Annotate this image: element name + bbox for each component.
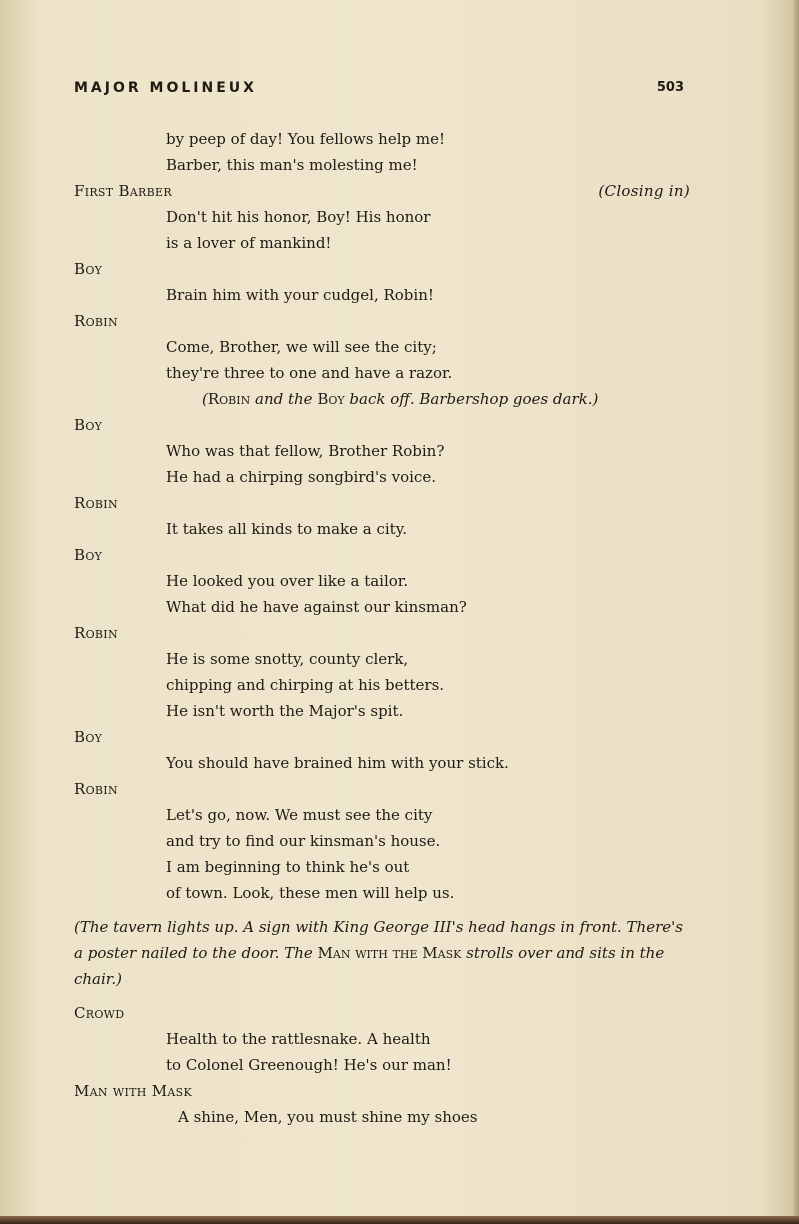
speaker-boy: Boy (74, 546, 103, 564)
page-header (74, 80, 684, 102)
speaker-crowd: Crowd (74, 1004, 125, 1022)
speaker-robin: Robin (74, 624, 118, 642)
page-number: 503 (656, 80, 684, 95)
speaker-robin: Robin (74, 494, 118, 512)
speaker-boy: Boy (74, 416, 103, 434)
play-text (74, 126, 690, 1130)
verse-line: by peep of day! You fellows help me! (166, 130, 445, 148)
verse-line: He is some snotty, county clerk, (166, 650, 409, 668)
verse-line: Health to the rattlesnake. A health (166, 1030, 431, 1048)
verse-line: to Colonel Greenough! He's our man! (166, 1056, 452, 1074)
page-edge (793, 0, 799, 1224)
verse-line: chipping and chirping at his betters. (166, 676, 445, 694)
book-bottom-edge (0, 1216, 799, 1224)
verse-line: Barber, this man's molesting me! (166, 156, 418, 174)
verse-line: He isn't worth the Major's spit. (166, 702, 404, 720)
stage-character: Robin (207, 390, 251, 408)
stage-character: Boy (317, 390, 345, 408)
stage-text: ( (202, 390, 208, 408)
stage-text: (The tavern lights up. A sign with King George III's head hangs in front. There's a poster nailed to the door. The (74, 918, 683, 962)
stage-character: Man with the Mask (317, 944, 462, 962)
verse-line: is a lover of mankind! (166, 234, 332, 252)
verse-line: Come, Brother, we will see the city; (166, 338, 437, 356)
verse-line: and try to find our kinsman's house. (166, 832, 441, 850)
verse-line: A shine, Men, you must shine my shoes (178, 1108, 478, 1126)
speaker-boy: Boy (74, 260, 103, 278)
speaker-first-barber (74, 178, 690, 204)
verse-line: Who was that fellow, Brother Robin? (166, 442, 445, 460)
speaker-robin: Robin (74, 780, 118, 798)
speaker-man-with-mask: Man with Mask (74, 1082, 193, 1100)
stage-text: back off. Barbershop goes dark.) (344, 390, 599, 408)
verse-line: of town. Look, these men will help us. (166, 884, 455, 902)
verse-line: I am beginning to think he's out (166, 858, 410, 876)
verse-line: He looked you over like a tailor. (166, 572, 409, 590)
stage-direction (74, 386, 690, 412)
running-head: MAJOR MOLINEUX (74, 80, 257, 96)
speaker-robin: Robin (74, 312, 118, 330)
verse-line: they're three to one and have a razor. (166, 364, 453, 382)
verse-line: Let's go, now. We must see the city (166, 806, 433, 824)
stage-text: strolls over and sits in the chair.) (74, 944, 665, 988)
verse-line: Don't hit his honor, Boy! His honor (166, 208, 431, 226)
verse-line: You should have brained him with your stick. (166, 754, 509, 772)
stage-direction: (Closing in) (598, 182, 690, 200)
stage-direction-paragraph (74, 914, 690, 992)
verse-line: He had a chirping songbird's voice. (166, 468, 436, 486)
verse-line: What did he have against our kinsman? (166, 598, 467, 616)
speaker-name: First Barber (74, 182, 172, 200)
verse-line: It takes all kinds to make a city. (166, 520, 407, 538)
speaker-boy: Boy (74, 728, 103, 746)
verse-line: Brain him with your cudgel, Robin! (166, 286, 434, 304)
stage-text: and the (250, 390, 318, 408)
